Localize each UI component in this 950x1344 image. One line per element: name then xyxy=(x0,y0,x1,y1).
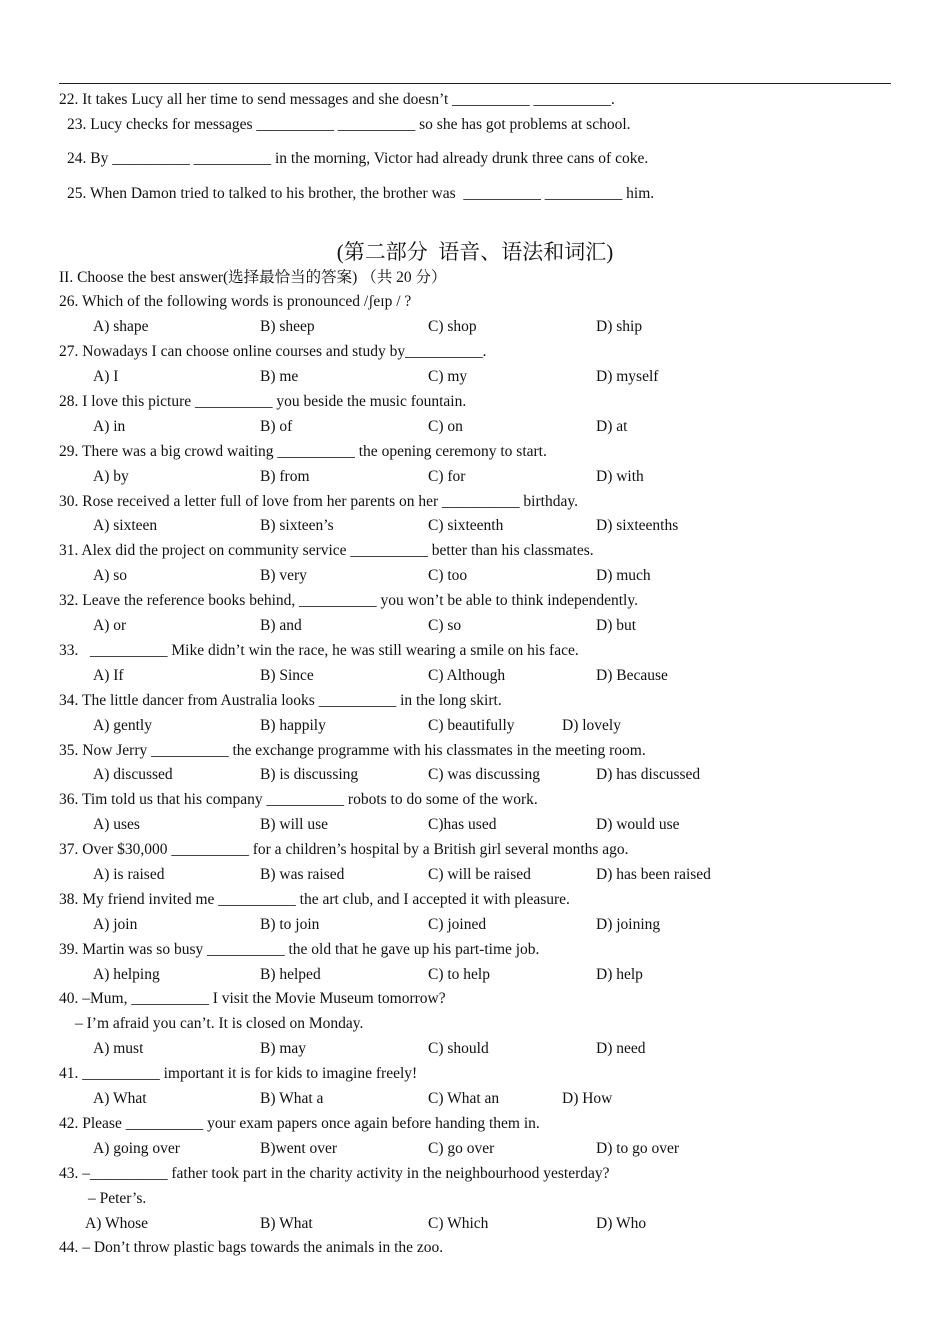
question-37-option-a[interactable]: A) is raised xyxy=(93,866,165,883)
question-27-option-b[interactable]: B) me xyxy=(260,368,299,385)
question-40-reply: – I’m afraid you can’t. It is closed on Monday. xyxy=(75,1015,364,1032)
section-title: (第二部分 语音、语法和词汇) xyxy=(336,240,614,264)
question-34-option-d[interactable]: D) lovely xyxy=(562,717,621,734)
question-40-option-a[interactable]: A) must xyxy=(93,1040,144,1057)
question-35-stem: 35. Now Jerry __________ the exchange programme with his classmates in the meeting room. xyxy=(59,742,646,759)
question-41-option-b[interactable]: B) What a xyxy=(260,1090,324,1107)
question-40-stem: 40. –Mum, __________ I visit the Movie Museum tomorrow? xyxy=(59,990,446,1007)
question-33-stem: 33. __________ Mike didn’t win the race, he was still wearing a smile on his face. xyxy=(59,642,579,659)
question-31-stem: 31. Alex did the project on community service __________ better than his classmates. xyxy=(59,542,594,559)
question-28-option-d[interactable]: D) at xyxy=(596,418,628,435)
question-26-stem: 26. Which of the following words is pronounced /ʃeɪp / ? xyxy=(59,293,412,310)
question-31-option-c[interactable]: C) too xyxy=(428,567,468,584)
question-26-option-c[interactable]: C) shop xyxy=(428,318,477,335)
question-27-stem: 27. Nowadays I can choose online courses and study by__________. xyxy=(59,343,487,360)
question-41-option-a[interactable]: A) What xyxy=(93,1090,147,1107)
question-42-stem: 42. Please __________ your exam papers once again before handing them in. xyxy=(59,1115,540,1132)
question-33-option-d[interactable]: D) Because xyxy=(596,667,668,684)
question-29-option-a[interactable]: A) by xyxy=(93,468,129,485)
question-38-option-d[interactable]: D) joining xyxy=(596,916,661,933)
question-39-option-a[interactable]: A) helping xyxy=(93,966,160,983)
question-29-stem: 29. There was a big crowd waiting __________ the opening ceremony to start. xyxy=(59,443,547,460)
question-44-stem: 44. – Don’t throw plastic bags towards the animals in the zoo. xyxy=(59,1239,444,1256)
question-29-option-b[interactable]: B) from xyxy=(260,468,310,485)
question-43-option-c[interactable]: C) Which xyxy=(428,1215,489,1232)
question-43-reply: – Peter’s. xyxy=(88,1190,147,1207)
question-42-option-d[interactable]: D) to go over xyxy=(596,1140,680,1157)
question-39-stem: 39. Martin was so busy __________ the old that he gave up his part-time job. xyxy=(59,941,540,958)
question-22: 22. It takes Lucy all her time to send messages and she doesn’t __________ __________. xyxy=(59,91,615,108)
question-36-option-d[interactable]: D) would use xyxy=(596,816,680,833)
question-25: 25. When Damon tried to talked to his brother, the brother was __________ __________ him. xyxy=(67,185,655,202)
question-32-option-b[interactable]: B) and xyxy=(260,617,302,634)
question-41-stem: 41. __________ important it is for kids to imagine freely! xyxy=(59,1065,418,1082)
question-28-option-a[interactable]: A) in xyxy=(93,418,126,435)
question-29-option-d[interactable]: D) with xyxy=(596,468,644,485)
question-43-stem: 43. –__________ father took part in the charity activity in the neighbourhood yesterday? xyxy=(59,1165,610,1182)
question-27-option-a[interactable]: A) I xyxy=(93,368,119,385)
question-36-option-b[interactable]: B) will use xyxy=(260,816,329,833)
question-38-option-c[interactable]: C) joined xyxy=(428,916,487,933)
question-35-option-d[interactable]: D) has discussed xyxy=(596,766,701,783)
question-34-option-a[interactable]: A) gently xyxy=(93,717,152,734)
question-34-stem: 34. The little dancer from Australia looks __________ in the long skirt. xyxy=(59,692,502,709)
question-43-option-b[interactable]: B) What xyxy=(260,1215,313,1232)
section-instruction: II. Choose the best answer(选择最恰当的答案) （共 20 分） xyxy=(59,269,447,286)
question-36-option-c[interactable]: C)has used xyxy=(428,816,497,833)
question-33-option-c[interactable]: C) Although xyxy=(428,667,506,684)
question-35-option-a[interactable]: A) discussed xyxy=(93,766,173,783)
question-43-option-a[interactable]: A) Whose xyxy=(85,1215,148,1232)
question-40-option-c[interactable]: C) should xyxy=(428,1040,489,1057)
question-29-option-c[interactable]: C) for xyxy=(428,468,466,485)
question-42-option-b[interactable]: B)went over xyxy=(260,1140,338,1157)
question-34-option-c[interactable]: C) beautifully xyxy=(428,717,515,734)
question-32-option-d[interactable]: D) but xyxy=(596,617,637,634)
question-39-option-d[interactable]: D) help xyxy=(596,966,643,983)
question-43-option-d[interactable]: D) Who xyxy=(596,1215,647,1232)
question-40-option-d[interactable]: D) need xyxy=(596,1040,646,1057)
question-38-option-b[interactable]: B) to join xyxy=(260,916,320,933)
top-rule xyxy=(59,83,891,84)
question-35-option-c[interactable]: C) was discussing xyxy=(428,766,540,783)
question-35-option-b[interactable]: B) is discussing xyxy=(260,766,359,783)
question-32-stem: 32. Leave the reference books behind, __________ you won’t be able to think independently. xyxy=(59,592,638,609)
question-37-option-b[interactable]: B) was raised xyxy=(260,866,345,883)
question-27-option-c[interactable]: C) my xyxy=(428,368,468,385)
question-31-option-d[interactable]: D) much xyxy=(596,567,651,584)
question-28-stem: 28. I love this picture __________ you beside the music fountain. xyxy=(59,393,467,410)
question-36-stem: 36. Tim told us that his company __________ robots to do some of the work. xyxy=(59,791,538,808)
question-40-option-b[interactable]: B) may xyxy=(260,1040,307,1057)
question-34-option-b[interactable]: B) happily xyxy=(260,717,326,734)
question-30-option-b[interactable]: B) sixteen’s xyxy=(260,517,334,534)
question-41-option-c[interactable]: C) What an xyxy=(428,1090,500,1107)
question-33-option-a[interactable]: A) If xyxy=(93,667,124,684)
question-30-stem: 30. Rose received a letter full of love from her parents on her __________ birthday. xyxy=(59,493,578,510)
question-27-option-d[interactable]: D) myself xyxy=(596,368,659,385)
question-24: 24. By __________ __________ in the morning, Victor had already drunk three cans of coke. xyxy=(67,150,649,167)
question-26-option-b[interactable]: B) sheep xyxy=(260,318,315,335)
question-30-option-a[interactable]: A) sixteen xyxy=(93,517,158,534)
question-30-option-c[interactable]: C) sixteenth xyxy=(428,517,504,534)
question-37-option-d[interactable]: D) has been raised xyxy=(596,866,711,883)
question-28-option-b[interactable]: B) of xyxy=(260,418,293,435)
question-23: 23. Lucy checks for messages __________ __________ so she has got problems at school. xyxy=(67,116,631,133)
question-32-option-c[interactable]: C) so xyxy=(428,617,462,634)
question-37-stem: 37. Over $30,000 __________ for a children’s hospital by a British girl several months ago. xyxy=(59,841,629,858)
question-31-option-a[interactable]: A) so xyxy=(93,567,128,584)
question-38-stem: 38. My friend invited me __________ the art club, and I accepted it with pleasure. xyxy=(59,891,570,908)
question-31-option-b[interactable]: B) very xyxy=(260,567,307,584)
question-42-option-c[interactable]: C) go over xyxy=(428,1140,495,1157)
question-30-option-d[interactable]: D) sixteenths xyxy=(596,517,679,534)
question-33-option-b[interactable]: B) Since xyxy=(260,667,314,684)
question-26-option-d[interactable]: D) ship xyxy=(596,318,643,335)
question-39-option-b[interactable]: B) helped xyxy=(260,966,321,983)
question-38-option-a[interactable]: A) join xyxy=(93,916,138,933)
question-42-option-a[interactable]: A) going over xyxy=(93,1140,180,1157)
question-28-option-c[interactable]: C) on xyxy=(428,418,463,435)
question-41-option-d[interactable]: D) How xyxy=(562,1090,613,1107)
question-39-option-c[interactable]: C) to help xyxy=(428,966,490,983)
question-32-option-a[interactable]: A) or xyxy=(93,617,127,634)
question-37-option-c[interactable]: C) will be raised xyxy=(428,866,531,883)
question-36-option-a[interactable]: A) uses xyxy=(93,816,140,833)
question-26-option-a[interactable]: A) shape xyxy=(93,318,149,335)
